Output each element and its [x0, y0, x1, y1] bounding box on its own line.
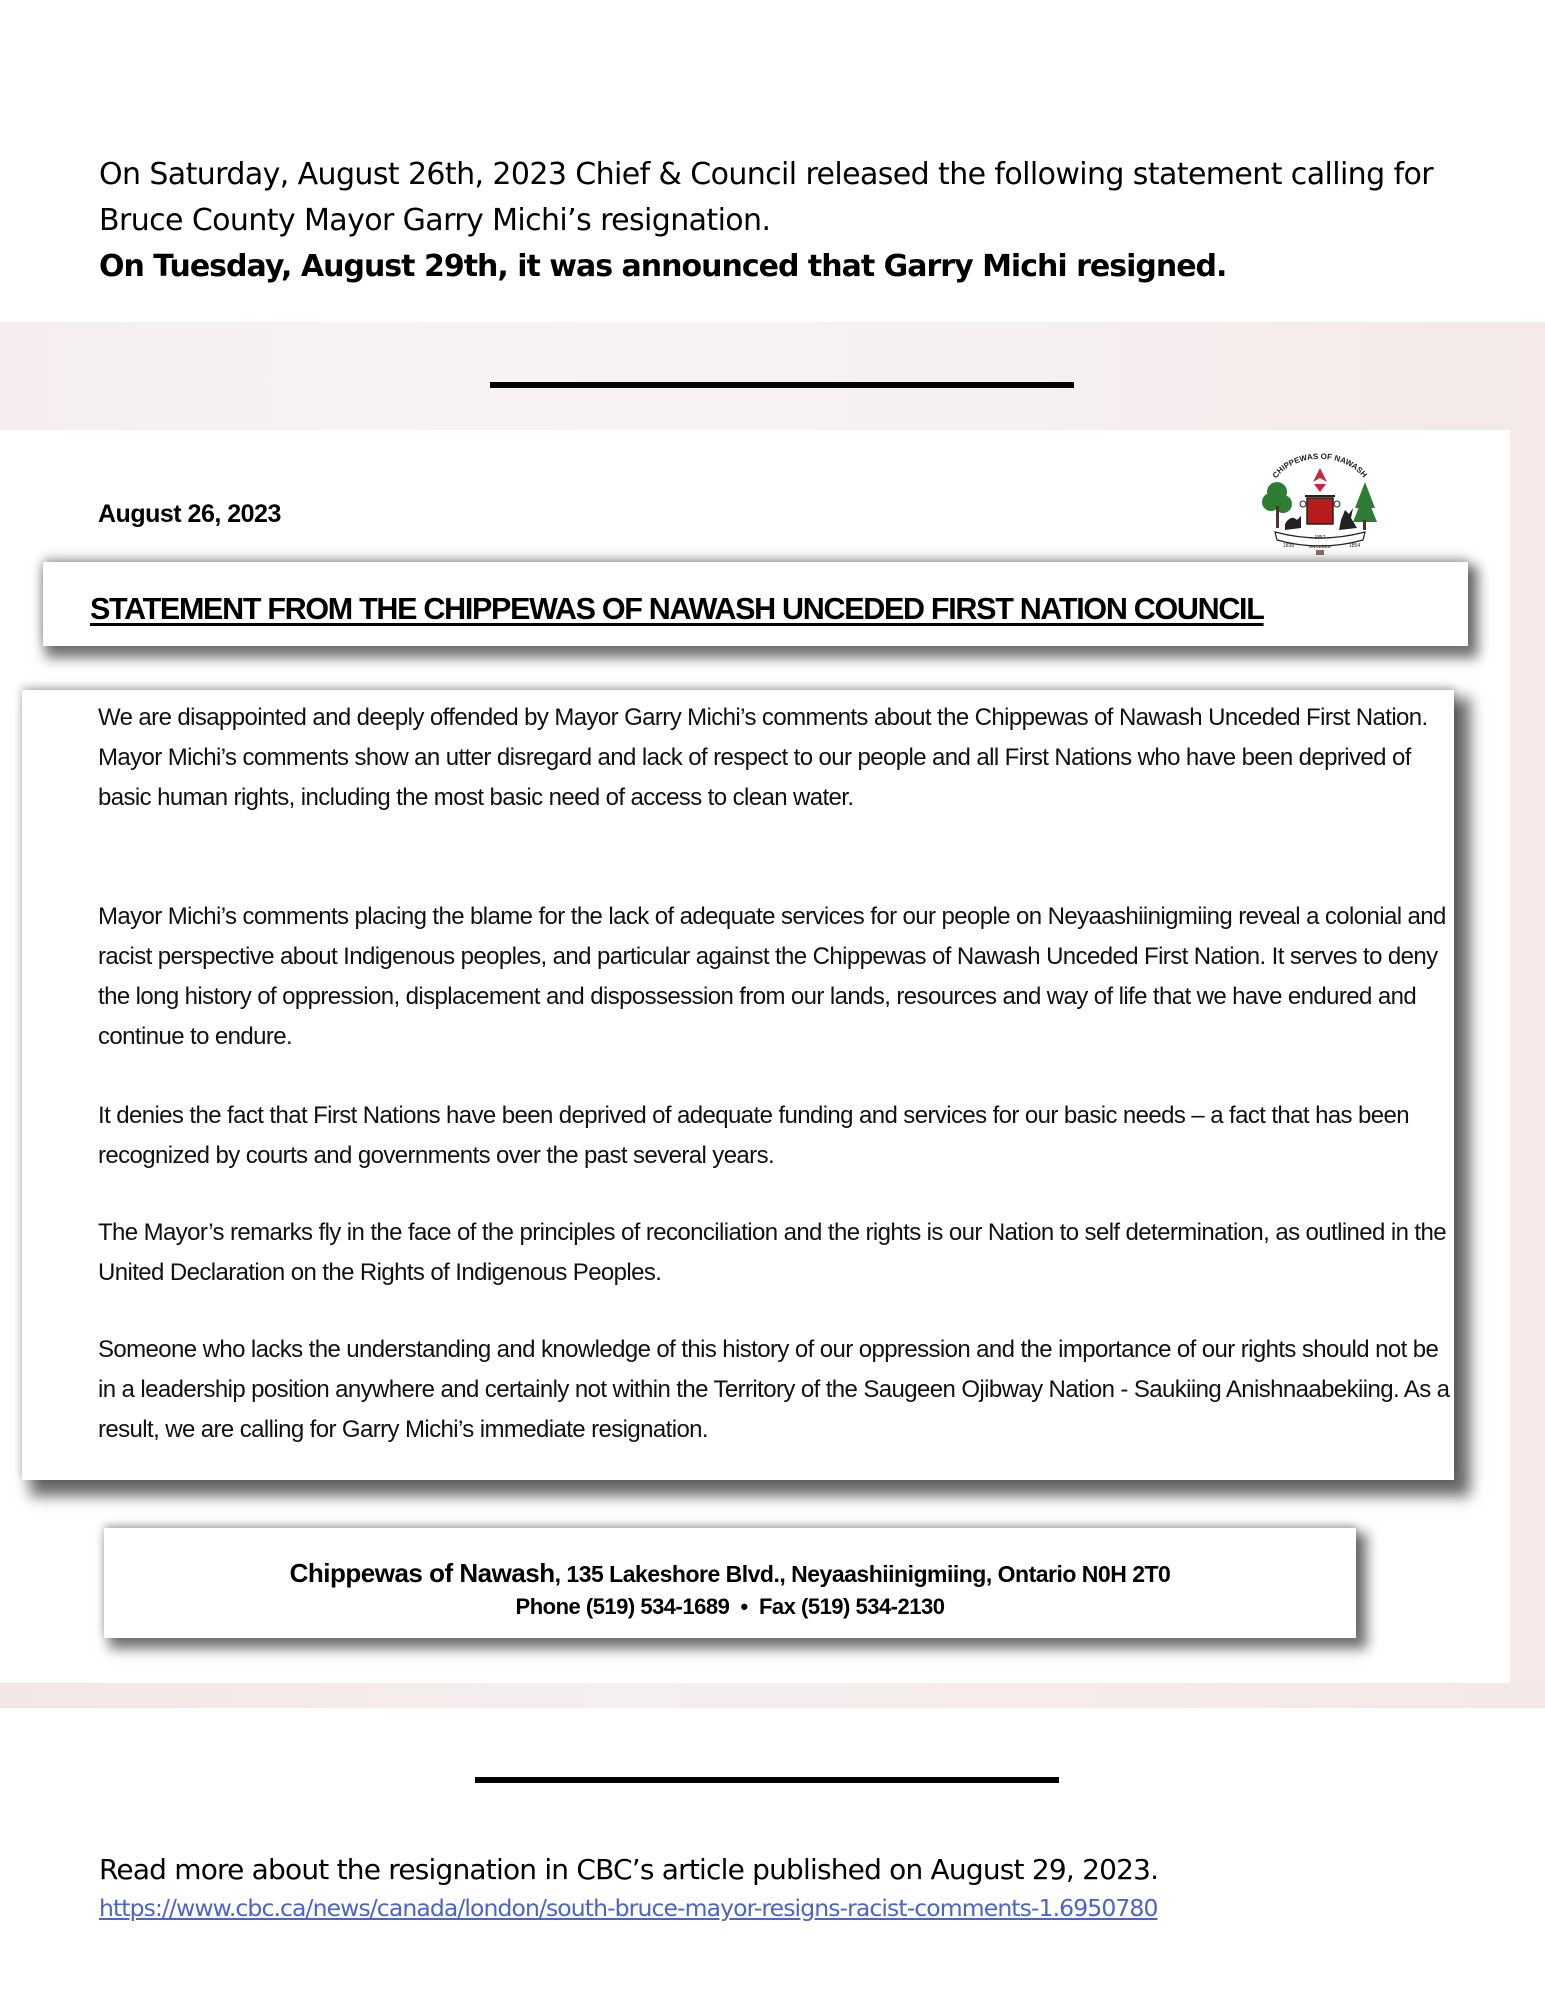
statement-paragraph: It denies the fact that First Nations have been deprived of adequate funding and services for our basic needs – a fact that has been recognized by courts and governments over the past several years. — [98, 1102, 1410, 1169]
statement-title-box — [43, 562, 1468, 646]
organization-name: Chippewas of Nawash — [289, 1558, 555, 1588]
contact-phone-line — [104, 1594, 1356, 1620]
fax-number: Fax (519) 534-2130 — [758, 1594, 945, 1619]
cbc-article-link[interactable]: https://www.cbc.ca/news/canada/london/south-bruce-mayor-resigns-racist-comments-1.6950780 — [99, 1894, 1158, 1922]
intro-resignation-announcement: On Tuesday, August 29th, it was announced that Garry Michi resigned. — [99, 249, 1227, 284]
thunderbird-glyph — [1313, 468, 1327, 492]
statement-paragraph: The Mayor’s remarks fly in the face of the principles of reconciliation and the rights is our Nation to self determination, as outlined in the United Declaration on the Rights of Indigenous Peoples. — [98, 1219, 1446, 1286]
logo-year-center: 1857 — [1314, 535, 1326, 541]
divider-top — [490, 382, 1074, 388]
chippewas-of-nawash-crest-icon — [1255, 448, 1385, 558]
statement-paragraph: Someone who lacks the understanding and knowledge of this history of our oppression and the importance of our rights should not be in a leadership position anywhere and certainly not within the Territory of the Saugeen Ojibway Nation - Saukiing Anishnaabekiing. As a result, we are calling for Garry Michi’s immediate resignation. — [98, 1336, 1450, 1443]
logo-year-right: 1854 — [1349, 543, 1361, 549]
divider-bottom — [475, 1777, 1059, 1783]
band-bottom-fade — [0, 1682, 1545, 1708]
statement-title: STATEMENT FROM THE CHIPPEWAS OF NAWASH UNCEDED FIRST NATION COUNCIL — [90, 592, 1264, 626]
intro-statement: On Saturday, August 26th, 2023 Chief & Council released the following statement calling for Bruce County Mayor Garry Michi’s resignation. — [99, 157, 1433, 238]
address: , 135 Lakeshore Blvd., Neyaashiinigmiing, Ontario N0H 2T0 — [554, 1561, 1171, 1587]
letter-date: August 26, 2023 — [98, 500, 281, 528]
statement-paragraph: Mayor Michi’s comments placing the blame for the lack of adequate services for our people on Neyaashiinigmiing reveal a colonial and racist perspective about Indigenous peoples, and particular against the Chippewas of Nawash Unceded First Nation. It serves to deny the long history of oppression, displacement and dispossession from our lands, resources and way of life that we have endured and continue to endure. — [98, 903, 1446, 1050]
logo-banner-text: UNCEDED — [1308, 544, 1332, 549]
read-more-text: Read more about the resignation in CBC’s article published on August 29, 2023. — [99, 1853, 1159, 1886]
contact-address-line — [104, 1558, 1356, 1589]
phone-number: Phone (519) 534-1689 — [515, 1594, 730, 1619]
bullet-separator-icon: • — [740, 1594, 748, 1619]
logo-year-left: 1836 — [1283, 543, 1295, 549]
logo-arc-text: CHIPPEWAS OF NAWASH — [1270, 451, 1369, 480]
statement-paragraph: We are disappointed and deeply offended by Mayor Garry Michi’s comments about the Chippewas of Nawash Unceded First Nation. Mayor Michi’s comments show an utter disregard and lack of respect to our people and all First Nations who have been deprived of basic human rights, including the most basic need of access to clean water. — [98, 704, 1428, 811]
contact-footer-box — [104, 1528, 1356, 1638]
intro-text — [99, 152, 1459, 290]
